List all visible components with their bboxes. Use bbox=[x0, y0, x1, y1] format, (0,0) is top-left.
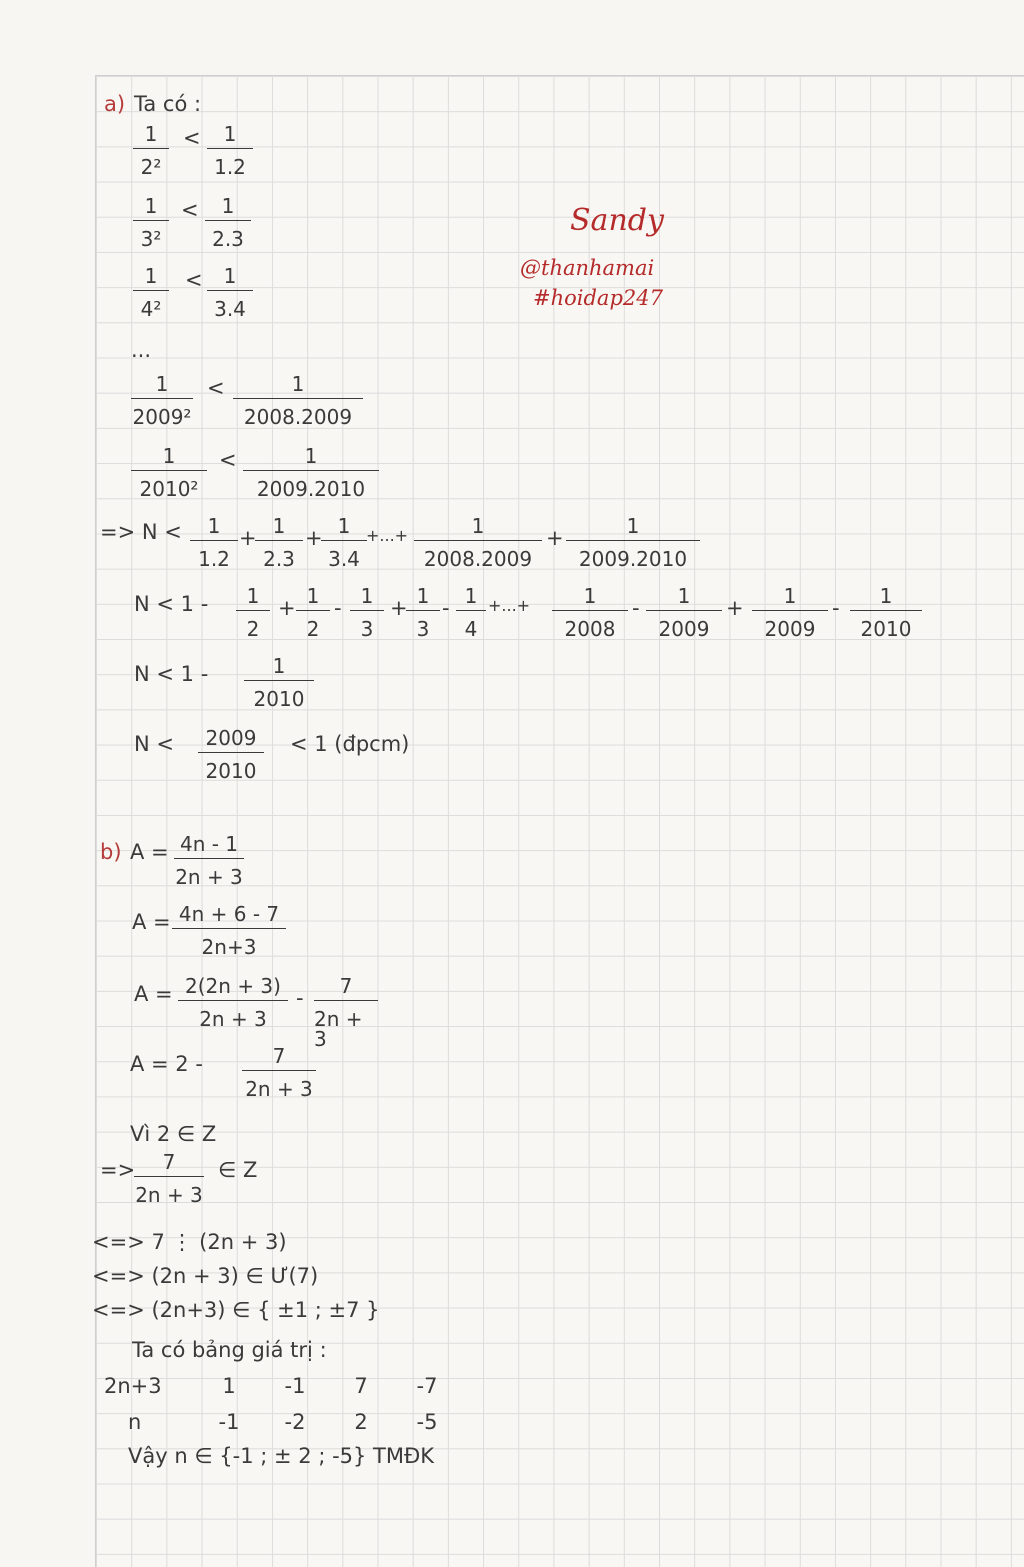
sum-term-2: 1 2.3 bbox=[255, 516, 303, 569]
implies-prefix: => bbox=[100, 1158, 136, 1182]
ineq-1-left: 1 2² bbox=[133, 124, 169, 177]
sum-term-2008: 1 2008.2009 bbox=[414, 516, 542, 569]
ineq-3-left: 1 4² bbox=[133, 266, 169, 319]
ineq-3-right: 1 3.4 bbox=[207, 266, 253, 319]
sum-term-1: 1 1.2 bbox=[190, 516, 238, 569]
equiv-line-2: <=> (2n + 3) ∈ Ư(7) bbox=[92, 1264, 319, 1288]
ineq-2-right: 1 2.3 bbox=[205, 196, 251, 249]
eq1-frac: 4n - 1 2n + 3 bbox=[175, 832, 243, 889]
table-cell: -5 bbox=[416, 1410, 438, 1434]
tele-op-1: + bbox=[278, 596, 296, 620]
tele-op-8: - bbox=[832, 596, 840, 620]
signature: Sandy bbox=[570, 203, 664, 238]
ellipsis: ... bbox=[131, 338, 152, 362]
ineq-3-op: < bbox=[185, 268, 203, 292]
sum-plus-1: + bbox=[239, 526, 257, 550]
tele-term-2: 1 2 bbox=[296, 586, 330, 639]
equiv-line-3: <=> (2n+3) ∈ { ±1 ; ±7 } bbox=[92, 1298, 380, 1322]
ineq-2-op: < bbox=[181, 198, 199, 222]
tele-op-3: + bbox=[390, 596, 408, 620]
ineq-1-op: < bbox=[183, 126, 201, 150]
tele-prefix: N < 1 - bbox=[134, 592, 209, 616]
tele-term-2009a: 1 2009 bbox=[646, 586, 722, 639]
step3-prefix: N < bbox=[134, 732, 174, 756]
sum-plus-3: + bbox=[546, 526, 564, 550]
ineq-2009-right: 1 2008.2009 bbox=[233, 374, 363, 427]
table-cell: -1 bbox=[284, 1374, 306, 1398]
table-cell: 2 bbox=[354, 1410, 368, 1434]
table-cell: -7 bbox=[416, 1374, 438, 1398]
ineq-2010-op: < bbox=[219, 448, 237, 472]
eq3-frac1: 2(2n + 3) 2n + 3 bbox=[178, 976, 288, 1029]
implies-frac: 7 2n + 3 bbox=[135, 1150, 203, 1207]
eq4-frac: 7 2n + 3 bbox=[242, 1046, 316, 1099]
step3-suffix: < 1 (đpcm) bbox=[290, 732, 410, 756]
ineq-2010-right: 1 2009.2010 bbox=[243, 446, 379, 499]
eq2-frac: 4n + 6 - 7 2n+3 bbox=[172, 904, 286, 957]
ineq-2009-op: < bbox=[207, 376, 225, 400]
sum-plus-2: + bbox=[305, 526, 323, 550]
ineq-2010-left: 1 2010² bbox=[131, 446, 207, 499]
eq3-op: - bbox=[296, 986, 304, 1010]
since-line: Vì 2 ∈ Z bbox=[130, 1122, 217, 1146]
tele-op-7: + bbox=[726, 596, 744, 620]
sum-prefix: => N < bbox=[100, 520, 182, 544]
tele-term-2009b: 1 2009 bbox=[752, 586, 828, 639]
tele-op-5: +...+ bbox=[488, 596, 531, 615]
step2-prefix: N < 1 - bbox=[134, 662, 209, 686]
part-a-intro: Ta có : bbox=[134, 92, 202, 116]
tele-op-6: - bbox=[632, 596, 640, 620]
tele-term-1: 1 2 bbox=[236, 586, 270, 639]
tele-term-5: 1 4 bbox=[456, 586, 486, 639]
tele-term-4: 1 3 bbox=[406, 586, 440, 639]
table-cell: -1 bbox=[218, 1410, 240, 1434]
part-a-label: a) bbox=[104, 92, 126, 116]
sum-ellipsis: +...+ bbox=[366, 526, 409, 545]
table-cell: n bbox=[128, 1410, 142, 1434]
ineq-2-left: 1 3² bbox=[133, 196, 169, 249]
tele-op-4: - bbox=[442, 596, 450, 620]
ineq-1-right: 1 1.2 bbox=[207, 124, 253, 177]
eq2-lhs: A = bbox=[132, 910, 171, 934]
table-cell: -2 bbox=[284, 1410, 306, 1434]
part-b-label: b) bbox=[100, 840, 122, 864]
equiv-line-1: <=> 7 ⋮ (2n + 3) bbox=[92, 1230, 287, 1254]
implies-suffix: ∈ Z bbox=[218, 1158, 258, 1182]
watermark-tag: #hoidap247 bbox=[533, 286, 663, 310]
table-cell: 7 bbox=[354, 1374, 368, 1398]
sum-term-2009: 1 2009.2010 bbox=[566, 516, 700, 569]
table-cell: 1 bbox=[222, 1374, 236, 1398]
table-row bbox=[104, 1410, 460, 1434]
step3-frac: 2009 2010 bbox=[198, 728, 264, 781]
eq3-frac2: 7 2n + 3 bbox=[314, 976, 378, 1049]
eq3-lhs: A = bbox=[134, 982, 173, 1006]
conclusion: Vậy n ∈ {-1 ; ± 2 ; -5} TMĐK bbox=[128, 1444, 435, 1468]
tele-term-2010: 1 2010 bbox=[850, 586, 922, 639]
sum-term-3: 1 3.4 bbox=[321, 516, 367, 569]
step2-frac: 1 2010 bbox=[244, 656, 314, 709]
ineq-2009-left: 1 2009² bbox=[132, 372, 192, 429]
tele-term-2008: 1 2008 bbox=[552, 586, 628, 639]
tele-op-2: - bbox=[334, 596, 342, 620]
table-cell: 2n+3 bbox=[104, 1374, 162, 1398]
tele-term-3: 1 3 bbox=[350, 586, 384, 639]
watermark-handle: @thanhamai bbox=[520, 256, 655, 280]
table-row bbox=[104, 1374, 460, 1398]
eq4-lhs: A = 2 - bbox=[130, 1052, 203, 1076]
eq1-lhs: A = bbox=[130, 840, 169, 864]
table-intro: Ta có bảng giá trị : bbox=[132, 1338, 327, 1362]
